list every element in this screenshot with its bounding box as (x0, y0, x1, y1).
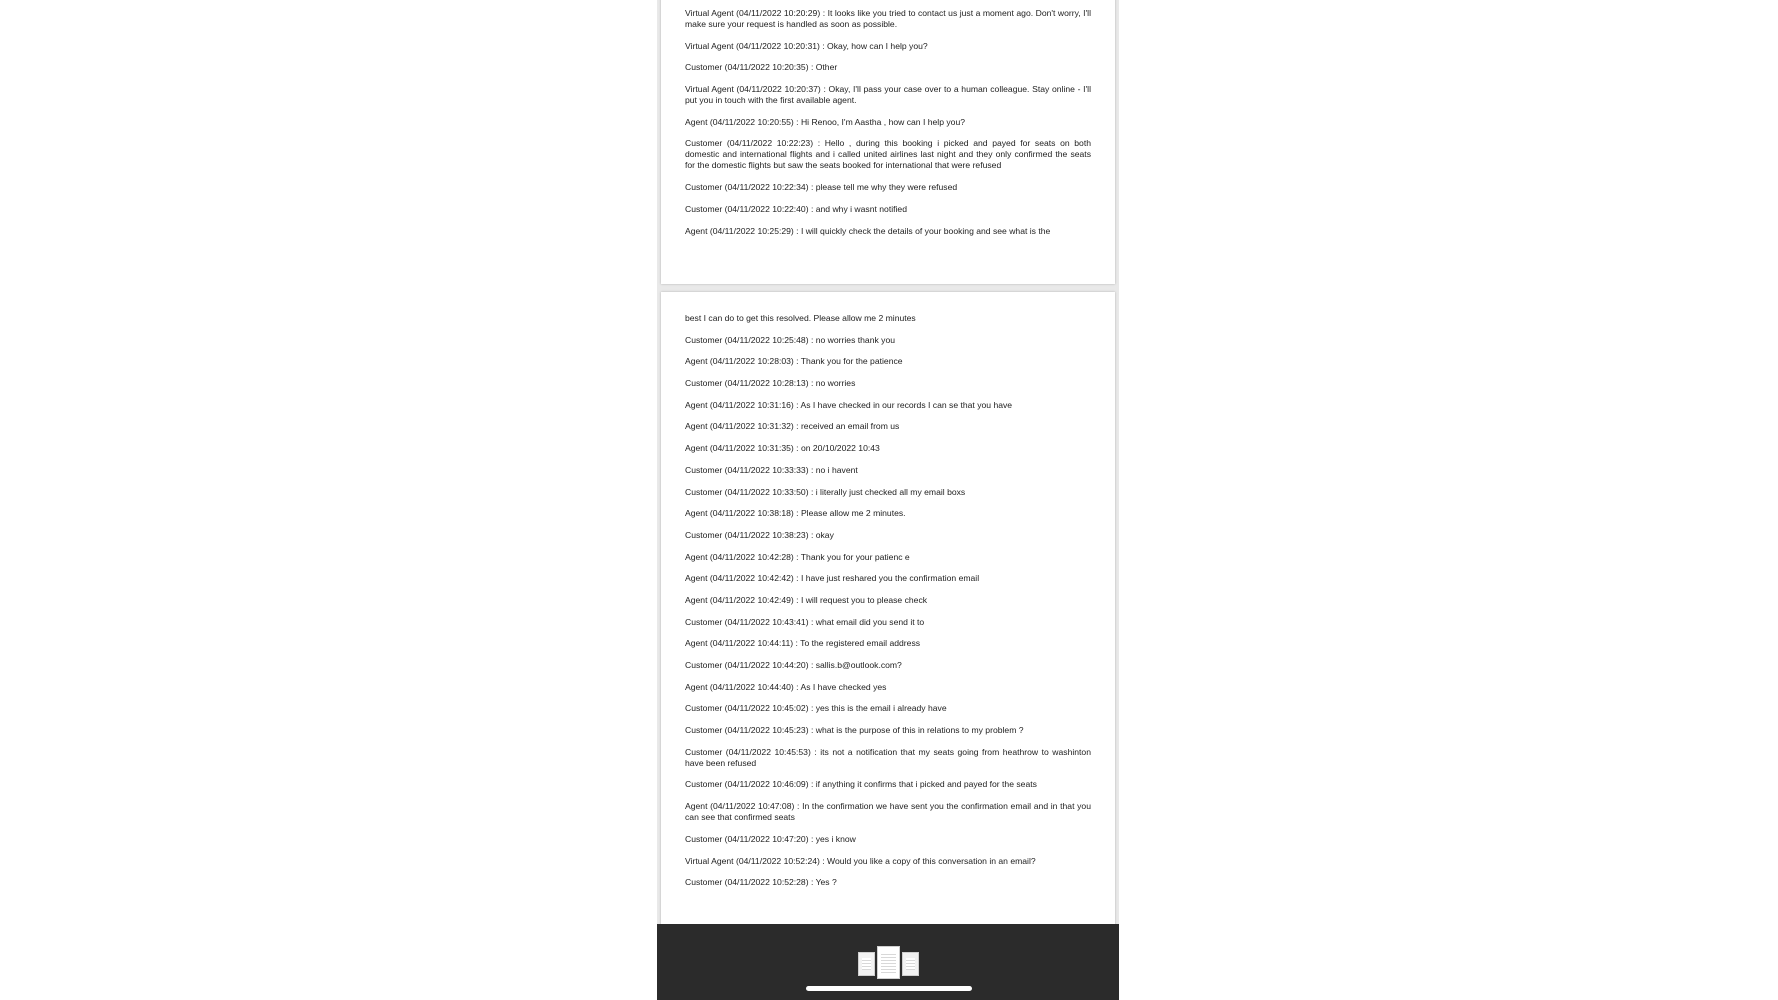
chat-message: Customer (04/11/2022 10:28:13) : no worries (685, 378, 856, 389)
chat-message: Agent (04/11/2022 10:28:03) : Thank you for the patience (685, 356, 903, 367)
chat-message: Customer (04/11/2022 10:25:48) : no worries thank you (685, 334, 896, 345)
chat-message: Customer (04/11/2022 10:44:20) : sallis.b@outlook.com? (685, 660, 902, 670)
chat-message: Customer (04/11/2022 10:45:02) : yes this is the email i already have (685, 703, 947, 714)
chat-message: Virtual Agent (04/11/2022 10:52:24) : Would you like a copy of this conversation in an email? (685, 855, 1036, 866)
chat-message: Agent (04/11/2022 10:31:32) : received an email from us (685, 421, 900, 432)
document-page-2 (661, 292, 1115, 926)
chat-message: Agent (04/11/2022 10:44:11) : To the registered email address (685, 638, 921, 649)
page-1-transcript (685, 8, 1091, 237)
chat-message: Agent (04/11/2022 10:31:16) : As I have checked in our records I can se that you have (685, 399, 1013, 410)
chat-message: Agent (04/11/2022 10:20:55) : Hi Renoo, I'm Aastha , how can I help you? (685, 116, 966, 127)
home-indicator[interactable] (806, 986, 972, 991)
chat-message: Customer (04/11/2022 10:22:23) : Hello , during this booking i picked and payed for seats on both domestic and international flights and i called united airlines last night and they only confirmed the seats for the domestic flights but saw the seats booked for international that were refused (685, 138, 1091, 171)
thumbnail-next-page[interactable] (902, 952, 919, 976)
chat-message: Customer (04/11/2022 10:45:53) : its not a notification that my seats going from heathrow to washinton have been refused (685, 746, 1091, 768)
chat-message: Customer (04/11/2022 10:46:09) : if anything it confirms that i picked and payed for the seats (685, 779, 1037, 790)
chat-message: Customer (04/11/2022 10:52:28) : Yes ? (685, 877, 837, 888)
chat-message: Virtual Agent (04/11/2022 10:20:29) : It looks like you tried to contact us just a moment ago. Don't worry, I'll make sure your request is handled as soon as possible. (685, 8, 1091, 29)
chat-message: Agent (04/11/2022 10:42:42) : I have just reshared you the confirmation email (685, 573, 980, 584)
chat-message: best I can do to get this resolved. Please allow me 2 minutes (685, 313, 916, 323)
thumbnail-current-page[interactable] (877, 946, 900, 979)
chat-message: Virtual Agent (04/11/2022 10:20:37) : Okay, I'll pass your case over to a human colleague. Stay online - I'll put you in touch with the first available agent. (685, 84, 1091, 106)
chat-message: Customer (04/11/2022 10:38:23) : okay (685, 529, 834, 540)
chat-message: Customer (04/11/2022 10:22:40) : and why i wasnt notified (685, 203, 907, 214)
page-thumbnails-icon[interactable] (858, 946, 918, 978)
chat-message: Agent (04/11/2022 10:47:08) : In the confirmation we have sent you the confirmation email and in that you can see that confirmed seats (685, 801, 1091, 823)
thumbnail-previous-page[interactable] (858, 952, 875, 976)
chat-message: Customer (04/11/2022 10:33:50) : i literally just checked all my email boxs (685, 486, 966, 497)
document-viewer[interactable] (657, 0, 1119, 1000)
chat-message: Agent (04/11/2022 10:38:18) : Please allow me 2 minutes. (685, 508, 906, 519)
chat-message: Customer (04/11/2022 10:22:34) : please tell me why they were refused (685, 182, 958, 193)
chat-message: Customer (04/11/2022 10:43:41) : what email did you send it to (685, 616, 925, 627)
page-2-transcript (685, 313, 1091, 888)
chat-message: Agent (04/11/2022 10:44:40) : As I have checked yes (685, 681, 887, 692)
chat-message: Customer (04/11/2022 10:33:33) : no i havent (685, 464, 858, 475)
chat-message: Agent (04/11/2022 10:42:28) : Thank you for your patienc e (685, 551, 910, 562)
viewer-toolbar (657, 924, 1119, 1000)
chat-message: Agent (04/11/2022 10:42:49) : I will request you to please check (685, 594, 928, 605)
chat-message: Agent (04/11/2022 10:25:29) : I will quickly check the details of your booking and see what is the (685, 225, 1051, 236)
chat-message: Customer (04/11/2022 10:20:35) : Other (685, 62, 838, 73)
chat-message: Customer (04/11/2022 10:45:23) : what is the purpose of this in relations to my problem ? (685, 725, 1024, 736)
chat-message: Customer (04/11/2022 10:47:20) : yes i know (685, 833, 856, 844)
chat-message: Agent (04/11/2022 10:31:35) : on 20/10/2022 10:43 (685, 443, 880, 454)
chat-message: Virtual Agent (04/11/2022 10:20:31) : Okay, how can I help you? (685, 40, 928, 51)
document-page-1 (661, 0, 1115, 284)
